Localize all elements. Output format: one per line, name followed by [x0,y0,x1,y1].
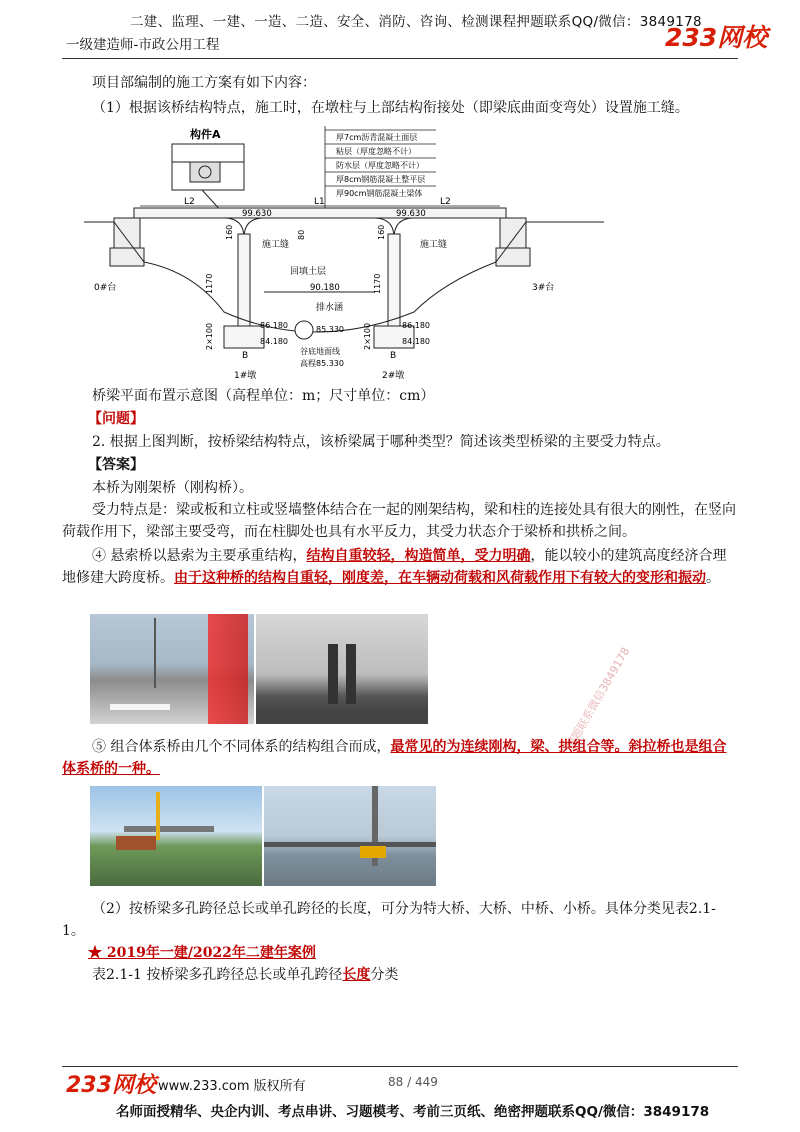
dim-1170-right: 1170 [373,273,382,294]
header-subject: 一级建造师-市政公用工程 [66,37,220,53]
layer-4: 厚8cm钢筋混凝土整平层 [336,175,426,184]
page-number: 88 / 449 [388,1075,438,1089]
footer-logo-num: 233 [66,1073,112,1098]
logo-num: 233 [665,23,718,52]
item-1: （1）根据该桥结构特点，施工时，在墩柱与上部结构衔接处（即梁底曲面变弯处）设置施工缝。 [92,100,689,116]
footer-promo: 名师面授精华、央企内训、考点串讲、习题模考、考前三页纸、绝密押题联系QQ/微信：3849178 [116,1104,710,1120]
p4-end: 。 [706,570,720,586]
elev-84-right: 84.180 [402,337,430,346]
question-text: 2. 根据上图判断，按桥梁结构特点，该桥梁属于哪种类型？简述该类型桥梁的主要受力特点。 [92,434,670,450]
layer-5: 厚90cm钢筋混凝土梁体 [336,189,423,198]
table-title-c: 分类 [370,967,399,983]
drawing-caption: 桥梁平面布置示意图（高程单位：m；尺寸单位：cm） [92,388,435,404]
header-divider [62,58,738,59]
bridge-elevation-drawing [84,122,720,384]
layer-3: 防水层（厚度忽略不计） [336,161,424,170]
answer-2: 受力特点是：梁或板和立柱或竖墙整体结合在一起的刚架结构，梁和柱的连接处具有很大的刚性，在竖向荷载作用下，梁部主要受弯，而在柱脚处也具有水平反力，其受力状态介于梁桥和拱桥之间。 [62,502,736,540]
elev-86-left: 86.180 [260,321,288,330]
layer-2: 粘层（厚度忽略不计） [336,147,416,156]
p4-emph-1: 结构自重较轻，构造简单，受力明确 [306,548,531,564]
elev-86-right: 86.180 [402,321,430,330]
elev-85: 85.330 [316,325,344,334]
answer-tag: 【答案】 [88,457,144,473]
logo-text: 网校 [717,23,768,52]
abutment-3: 3#台 [532,283,555,293]
dim-80: 80 [297,229,306,240]
p4-lead: ④ 悬索桥以悬索为主要承重结构， [92,548,307,564]
valley-label: 谷底地面线 [300,347,340,356]
table-title-a: 表2.1-1 按桥梁多孔跨径总长或单孔跨径 [92,967,343,983]
footer-logo-text: 网校 [111,1073,156,1098]
p5-lead: ⑤ 组合体系桥由几个不同体系的结构组合而成， [92,739,391,755]
footer-url: www.233.com 版权所有 [158,1079,306,1094]
paragraph-5 [62,736,738,780]
culvert-label: 排水涵 [316,303,344,313]
component-a-detail [172,144,244,214]
bridge-deck [134,208,506,238]
component-label: 构件A [190,128,221,141]
answer-1: 本桥为刚架桥（刚构桥）。 [92,480,253,496]
exam-note: ★ 2019年一建/2022年二建年案例 [88,945,316,961]
footer-divider [62,1066,738,1067]
dim-160-left: 160 [225,224,234,240]
culvert-circle [295,321,313,339]
abutment-0: 0#台 [94,283,117,293]
layer-1: 厚7cm沥青混凝土面层 [336,133,418,142]
joint-left: 施工缝 [262,240,290,250]
b-left: B [242,351,249,361]
photo-cable-stayed-bridge [264,786,436,886]
abutments [110,218,530,266]
item-2: （2）按桥梁多孔跨径总长或单孔跨径的长度，可分为特大桥、大桥、中桥、小桥。具体分类见表2.1-1。 [62,901,716,939]
p4-mid: ，能以较小的建筑高度经济合理地修建大跨度桥。 [62,548,727,586]
watermark: 押题联系微信3849178 [563,645,633,752]
elev-fill: 90.180 [310,283,340,293]
dim-1170-left: 1170 [205,273,214,294]
p4-emph-2: 由于这种桥的结构自重轻，刚度差，在车辆动荷载和风荷载作用下有较大的变形和振动 [174,570,706,586]
header-courses: 二建、监理、一建、一造、二造、安全、消防、咨询、检测课程押题联系QQ/微信：3849178 [130,14,702,30]
elev-top-right: 99.630 [396,209,426,219]
pier-1-label: 1#墩 [234,371,257,381]
table-title [92,964,398,986]
intro-line: 项目部编制的施工方案有如下内容： [92,75,316,91]
p5-emph: 最常见的为连续刚构，梁、拱组合等。斜拉桥也是组合体系桥的一种。 [62,739,727,777]
question-tag: 【问题】 [88,411,144,427]
b-right: B [390,351,397,361]
fill-label: 回填土层 [290,267,327,277]
photo-suspension-bridge-towers [256,614,428,724]
pier-2-label: 2#墩 [382,371,405,381]
header-logo [665,18,767,54]
valley-elev: 高程85.330 [300,359,344,368]
table-title-b: 长度 [342,967,371,983]
span-l2-left: L2 [184,197,195,207]
photo-combination-bridge-construction [90,786,262,886]
elev-84-left: 84.180 [260,337,288,346]
photo-suspension-bridge-deck [90,614,254,724]
span-l1: L1 [314,197,325,207]
paragraph-4 [62,545,738,589]
dim-2x100-right: 2×100 [363,322,372,350]
span-l2-right: L2 [440,197,451,207]
elev-top-left: 99.630 [242,209,272,219]
dim-2x100-left: 2×100 [205,322,214,350]
footer-logo [66,1068,156,1099]
dim-160-right: 160 [377,224,386,240]
joint-right: 施工缝 [420,240,448,250]
